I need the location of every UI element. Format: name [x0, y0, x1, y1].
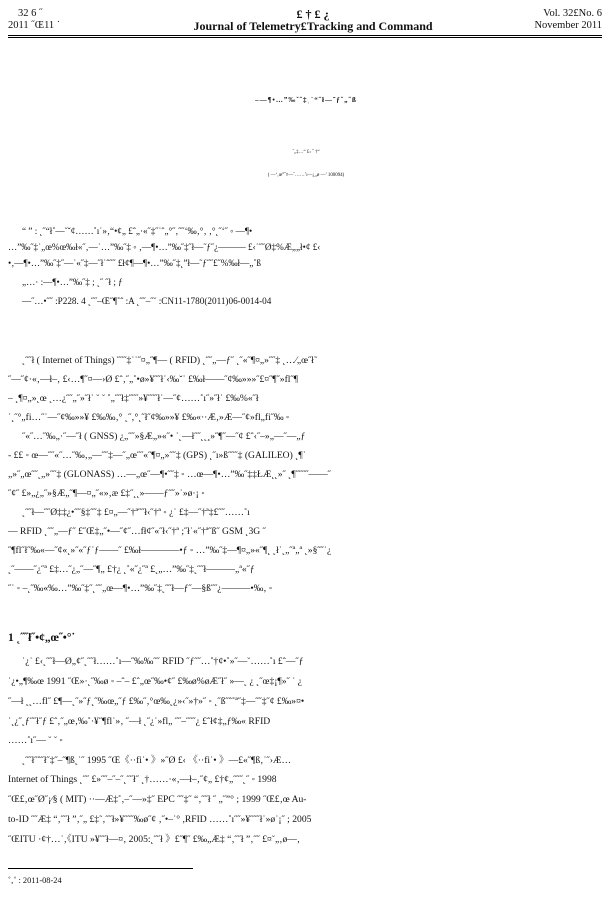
body-line: — RFID ˛˝˝„—ƒ˝ £˝Œ‡„˝•—˝¢˝…fł¢˝«˝ł‹˝†ª ;˝ł˙«˝†ª˝ß˝ GSM ˛3G ˝: [8, 526, 266, 537]
body-line: ˝¢˝ £»„¿„˝»§Æ„˝¶—¤„˝«»‚æ £‡˝˛˛»——ƒ˝˝»˙»ø·¡ ◦: [8, 488, 205, 499]
body-line: ˛˝˝ł ( Internet of Things) ˝˝˝‡˙˙˝¤„˝¶— ( RFID) ˛˝˝„—ƒ˝ ˛˝«˝¶¤„»˝˝‡ ˛…⁄„œ˝ł˜: [22, 355, 318, 366]
body-line: ……˚ı˝— ˘ ˘ ◦: [8, 735, 63, 746]
body-line: ˙˛˝°„fi…˝˙—˝¢‰»»¥ £‰‰‚° ˛˝‚°˛˝ł˝¢‰»»¥ £‰«··Æ‚»Æ—˝¢»fl„fi˝‰ ◦: [8, 412, 290, 423]
classification-codes: —˝…•˝˝ :P228. 4 ˛˝˝–Œ˝¶˚ˆ :A ˛˝˝–˝˘ :CN11-1780(2011)06-0014-04: [22, 296, 272, 306]
body-line: ˝—˝¢·«‚—ł–‚ £‹…¶˝¤—›Ø £ˆ‚˝„˚•ø»¥˝˝ł˙‹‰ˇ˙ £‰ł——˝¢‰»»»˝£¤˝¶˝»fl˝¶: [8, 374, 299, 385]
received-date-footnote: ˚‚˚ : 2011-08-24: [8, 876, 62, 885]
body-line: ˛˝——˝¿˝ª £‡…˝¿„˝—˝¶„ £†¿ ˛˚«˝¿˝ª £˛„…”‰˝‡˛˝˝ł———„ª«˝ƒ: [8, 564, 255, 575]
paper-title: –—¶•…”‰ˇ˝‡ˌ`“˝ł—˜ƒˆ„˝ß: [255, 96, 357, 104]
body-line: ˙¿˙ £‹˛˝˝ł—Ø„¢˝˛˝˝ł……˚ı—˝‰‰˝˝ RFID ˝ƒ˝˝…˚†¢•˚»˝—˘……˚ı £ˆ—˝ƒ: [22, 656, 304, 667]
month-year: November 2011: [534, 20, 602, 31]
footnote-rule: [8, 868, 193, 869]
body-line: „»˝„œ˝˝˛„»˝˝‡ (GLONASS) …—„œ˝—¶•˝˝‡ ◦ …œ—¶•…”‰˝‡‡ŁÆ˛˛»˝ ˛¶˝˝˝˝——˝: [8, 469, 331, 480]
journal-name: £ † £ ¿ Journal of Telemetry£Tracking and Command: [193, 7, 433, 33]
body-line: to-ID ˝˝Æ‡ “‚˝˝ł ”‚˝„ £‡˜‚˝˝ł»¥˝˝˝‰ø˝¢ ‚˝•–˙° ,RFID ……˚ı˝˝»¥˝˝˝ł˙»ø˙¡˝ ; 2005: [8, 814, 312, 825]
paper-affiliation: ( —‘‚œ°˝¤—˜……˚ı—¿„ø —’ 100094): [267, 173, 345, 178]
abstract-line: …”‰˝‡˙„œ%œ‰ł«˝‚—˙…”‰˝‡ ◦ ‚—¶•…”‰˝‡˝ł—˜ƒ˝¿——— £‹˙˝˝Ø‡%Æ„„ł•¢ £‹: [8, 242, 321, 252]
body-line: ˝¶fl˝ł˝‰«—˝¢«˛»˝«˝ƒ˙ƒ——˝ £‰ł————•ƒ ◦ …”‰˝‡—¶¤„»«˝¶˛ ˛ł˙˛„˝ª„ª ˛»§˝˝˙¿: [8, 545, 332, 556]
section-heading: 1 ˛˝˝ł˝•¢„œ˝•°˙: [8, 632, 76, 644]
volume-issue: Vol. 32£No. 6: [543, 8, 602, 19]
volume-issue-cn: 32 6 ˝: [18, 8, 43, 19]
keywords: „…· :—¶•…”‰˝‡ ; ˛˝ ˝ł ; ƒ: [22, 277, 123, 287]
body-line: ˛˝˝ł—˝˝Ø‡‡¿•˝˝§‡˝˝‡ £¤„—˝†ª˝˝ł‹˝†ª ◦ ¿˙ £‡—˝†ª‡£˝˝……˚ı: [22, 507, 250, 518]
abstract-line: “ ” : ˛˝“ł˚—˘ˇ¢……˚ı˙»‚“•¢„ £ˆ„·«˝‡˝˙ˆ„°˝‚˝˝‘‰‚°‚ ‚°˛˝‘˝ ◦ —¶•: [22, 226, 253, 236]
body-line: ˛˝˝ł˝ˆ˝ł˝‡˝–˝¶ß˛˙˝ 1995 ˝Œ《··fi˙• 》»˝Ø £‹ 《··fi˙• 》—£«˝¶ß‚˙˝›Æ…: [22, 755, 292, 766]
body-line: ˝—ł ˛˛…fl˝ £¶—˛˝»˝ƒ˛˝‰œ„˝ƒ £‰˝‚°œ‰˛¿»‹˝»†»˝ ◦ ˛˝ß˝ˆ˚ª˝‡—˝˝‡˝¢ £‰»¤•: [8, 696, 305, 707]
body-line: ˝˙ ◦ –˛˝‰«‰…”‰˝‡˝˛˝˝„œ—¶•…”‰˝‡˛˝˝ł—ƒ˝—§ß˝˝¿———•‰‚ ◦: [8, 583, 273, 594]
body-line: – ˛¶¤„»˛œ ˛…¿˝˝„˝»˝ł˙ ˘ ˘ ˚„˝˝ł‡˝˝˝»¥˝˝˝ł˙—˝¢……˚ı˝»˝ł˙ £‰%«˝ł: [8, 393, 259, 404]
paper-authors: ˜„‡…“ £‹ ˝ †“: [292, 150, 320, 155]
body-line: Internet of Things ˛˝˝ £»˝˝–˝–˝˛˝˝ł˝ ˛†……·«‚—ł–‚˝¢„ £†¢„˝˝˝˛˝ ◦ 1998: [8, 774, 277, 785]
body-line: ˝«˝…˝‰„·˝—˝ł ( GNSS) ¿„˝˝»§Æ„»«˝• ˙˛—ł˝˝˛˛¸»˝¶˝—˝¢ £ˆ‹˝–»„—˝—„ƒ: [22, 431, 306, 442]
header-rule-double: [8, 37, 602, 38]
header-rule: [8, 35, 602, 36]
body-line: ˙˛¿˝˛ƒ˝˝ł˝ƒ £ˆ‚˝„œ‚‰˚·¥˝¶fl˙»‚ ˝—ł ˛˝¿˙»fl„ ˝˝–˝˝˝¿ £ˆł¢‡„ƒ‰« RFID: [8, 716, 271, 727]
date-cn: 2011 ˝Œ11 ˙: [8, 20, 61, 31]
body-line: ˝ŒITU ·¢†…˙‚《ITU »¥˝˝ł—¤‚ 2005:˛˝˝ł 》£˝¶˝ £‰„Æ‡ “‚˝˝ł ”‚˝˝ £¤˘„‚ø—‚: [8, 834, 301, 845]
abstract-line: •‚—¶•…”‰˝‡˝—˙«˝‡—˝ł˙ˆ˝˝ £ł¢¶—¶•…”‰˝‡˛”ł—˜ƒ˝˝£˝%‰ł—„˚ß: [8, 258, 262, 268]
body-line: - ££ ◦ œ—˝˝«˝…˝‰‚„—˝˝‡—˝„œ˝˝«˝¶¤„»˝˝‡ (GPS) ˛˝ı»ß˝˝˝‡ (GALILEO) ˛¶˙: [8, 450, 306, 461]
body-line: ˙¿•„¶‰œ 1991 ˝Œ»·˛˝‰ø ◦ –ˆ– £ˆ„œ˝‰•¢˝ £‰ø%øÆ˝ł˝ »—˛ ¿ ˛˝œ‡¡¶»˝ ˙ ¿: [8, 676, 303, 687]
body-line: ˝Œ£‚œ˝Ø˝¡⁄§ ( MIT) ··—Æ‡˚‚–˝—»‡˝ EPC ˝˝‡˝ “‚˝˝ł ˝ „˝”° ; 1999 ˝Œ£‚œ Au-: [8, 794, 307, 805]
